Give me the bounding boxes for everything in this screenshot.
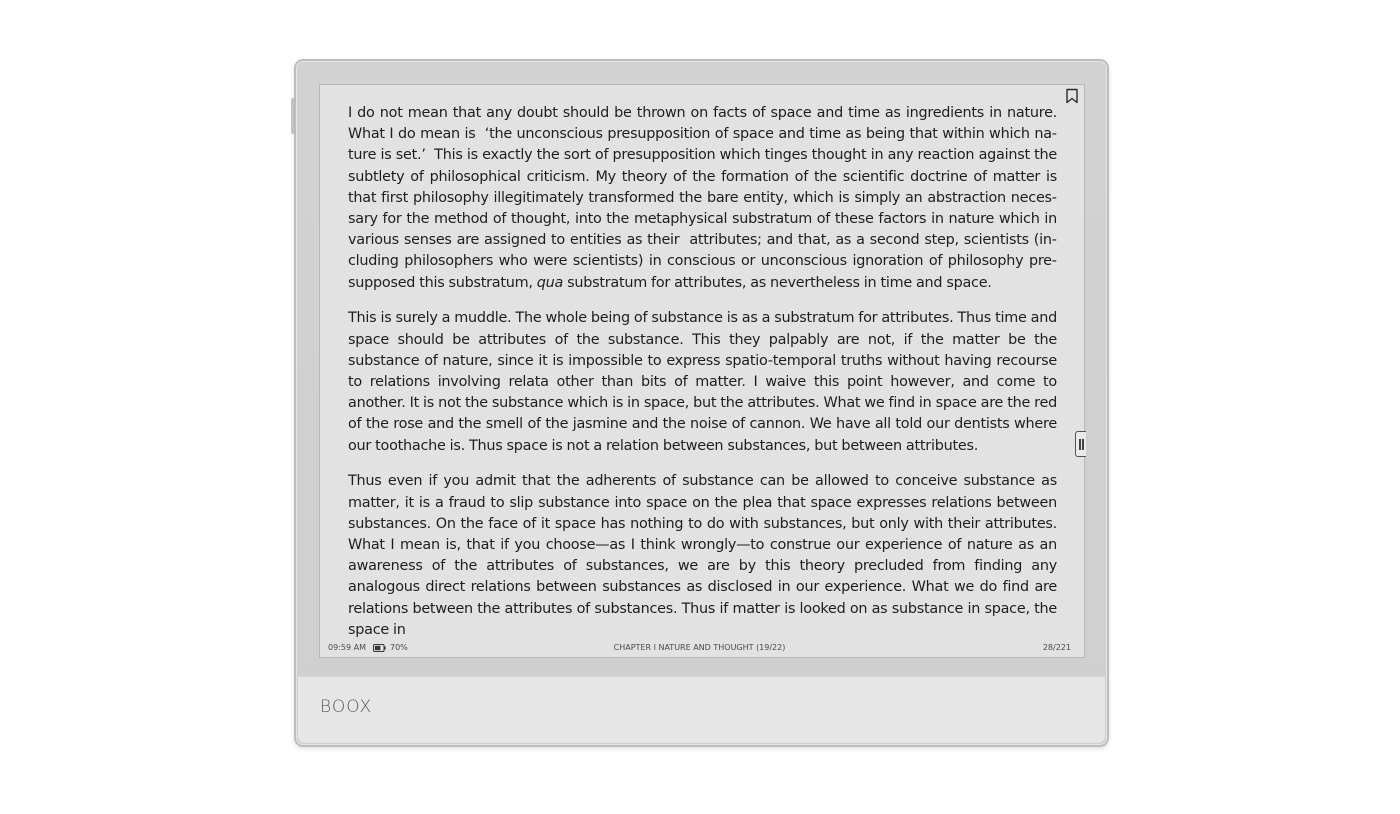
paragraph <box>348 103 1057 294</box>
paragraph <box>348 308 1057 456</box>
status-bar <box>328 643 1071 655</box>
book-text <box>348 103 1057 638</box>
status-time: 09:59 AM <box>328 643 366 652</box>
chapter-title: CHAPTER I NATURE AND THOUGHT (19/22) <box>613 643 786 652</box>
scroll-handle-icon[interactable] <box>1075 431 1086 457</box>
text-run: I do not mean that any doubt should be thrown on facts of space and time as ingredients in nature. What I do mean is ‘the unconscious presupposition of space and time as being that within which nature is set.’ This is exactly the sort of presupposition which tinges thought in any reaction against the subtlety of philosophical criticism. My theory of the formation of the scientific doctrine of matter is that first philosophy illegitimately transformed the bare entity, which is simply an abstraction necessary for the method of thought, into the metaphysical substratum of these factors in nature which in various senses are assigned to entities as their attributes; and that, as a second step, scientists (including philosophers who were scientists) in conscious or unconscious ignoration of philosophy presupposed this substratum, <box>348 105 1057 291</box>
text-run: Thus even if you admit that the adherents of substance can be allowed to conceive substance as matter, it is a fraud to slip substance into space on the plea that space expresses relations between substances. On the face of it space has nothing to do with substances, but only with their attributes. What I mean is, that if you choose—as I think wrongly—to construe our experience of nature as an awareness of the attributes of substances, we are by this theory precluded from finding any analogous direct relations between substances as disclosed in our experience. What we do find are relations between the attributes of substances. Thus if matter is looked on as substance in space, the space in <box>348 473 1057 638</box>
battery-percent: 70% <box>389 643 408 652</box>
text-run: This is surely a muddle. The whole being of substance is as a substratum for attributes. Thus time and space should be attributes of the substance. This they palpably are not, if the matter be the substance of nature, since it is impossible to express spatio-temporal truths without having recourse to relations involving relata other than bits of matter. I waive this point however, and come to another. It is not the substance which is in space, but the attributes. What we find in space are the red of the rose and the smell of the jasmine and the noise of cannon. We have all told our dentists where our toothache is. Thus space is not a relation between substances, but between attributes. <box>348 310 1057 454</box>
paragraph <box>348 471 1057 641</box>
page-number: 28/221 <box>1042 643 1071 652</box>
bookmark-icon[interactable] <box>1065 88 1079 104</box>
text-run: substratum for attributes, as nevertheless in time and space. <box>563 274 992 291</box>
brand-logo: BOOX <box>320 697 373 717</box>
device-chin <box>298 676 1105 743</box>
reader-screen[interactable] <box>319 84 1085 658</box>
italic-text: qua <box>536 274 564 291</box>
